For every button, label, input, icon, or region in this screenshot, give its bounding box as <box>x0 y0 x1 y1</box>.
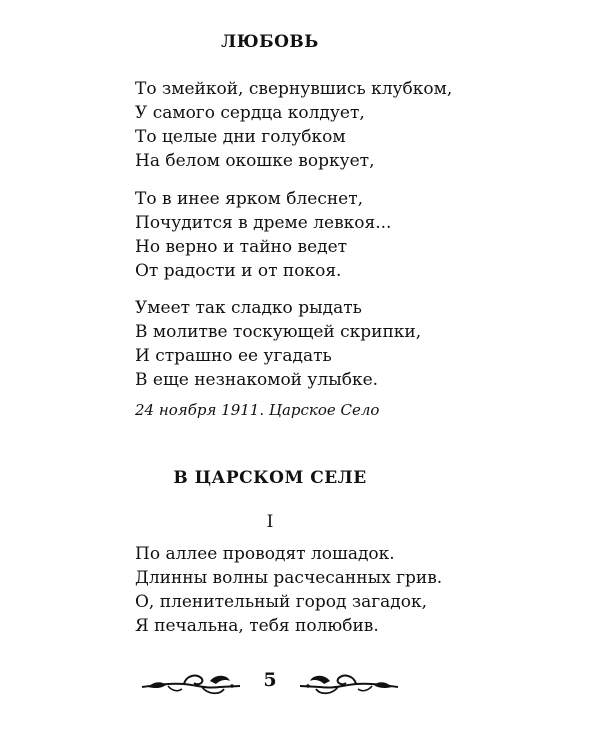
poem-part-number: I <box>266 512 274 532</box>
verse-line: Я печальна, тебя полюбив. <box>135 616 379 636</box>
verse-line: Но верно и тайно ведет <box>135 237 348 257</box>
verse-line: То змейкой, свернувшись клубком, <box>135 79 453 99</box>
flourish-ornament-icon <box>300 669 400 697</box>
poem-title: ЛЮБОВЬ <box>221 32 319 52</box>
verse-line: У самого сердца колдует, <box>135 103 365 123</box>
page-footer <box>140 663 400 703</box>
verse-line: На белом окошке воркует, <box>135 151 375 171</box>
verse-line: То в инее ярком блеснет, <box>135 189 364 209</box>
verse-line: Умеет так сладко рыдать <box>135 298 362 318</box>
verse-line: То целые дни голубком <box>135 127 346 147</box>
verse-line: Почудится в дреме левкоя... <box>135 213 392 233</box>
verse-line: Длинны волны расчесанных грив. <box>135 568 443 588</box>
verse-line: И страшно ее угадать <box>135 346 332 366</box>
verse-line: От радости и от покоя. <box>135 261 342 281</box>
verse-line: В молитве тоскующей скрипки, <box>135 322 422 342</box>
verse-line: По аллее проводят лошадок. <box>135 544 395 564</box>
poem-title: В ЦАРСКОМ СЕЛЕ <box>173 468 367 488</box>
stanza <box>135 187 391 283</box>
stanza <box>135 77 452 173</box>
verse-line: В еще незнакомой улыбке. <box>135 370 379 390</box>
page-number: 5 <box>263 669 277 691</box>
poem-dateline: 24 ноября 1911. Царское Село <box>135 401 380 419</box>
verse-line: О, пленительный город загадок, <box>135 592 428 612</box>
stanza <box>135 296 421 392</box>
stanza <box>135 542 442 638</box>
